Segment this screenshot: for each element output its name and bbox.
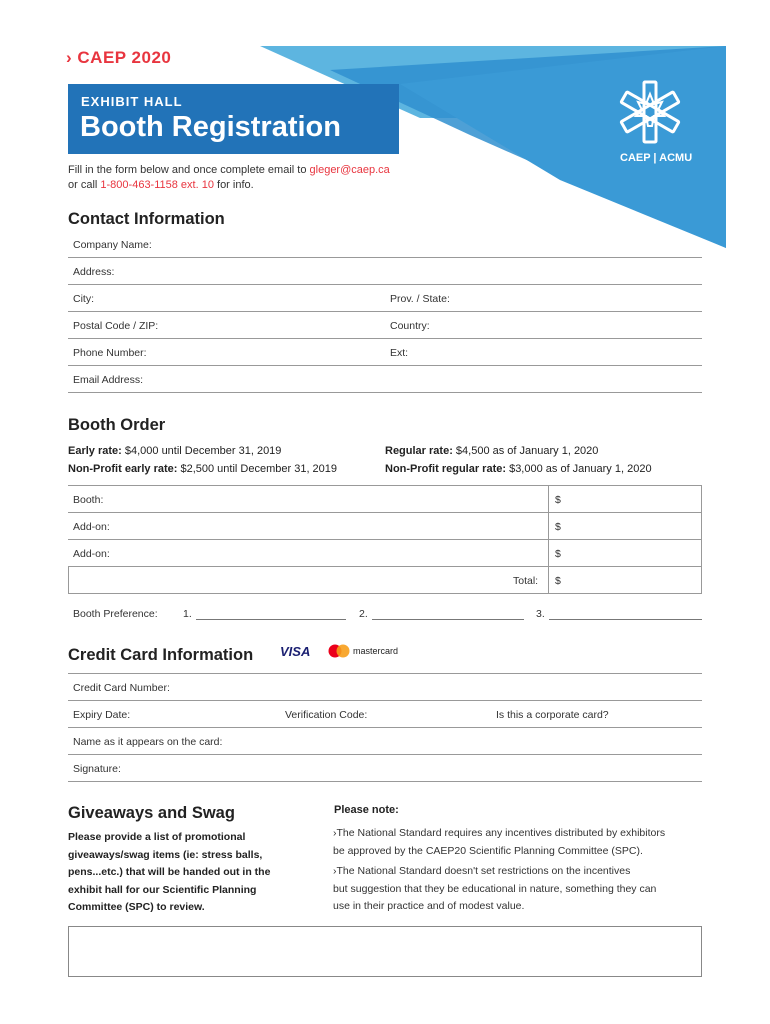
city-prov-row — [68, 285, 702, 312]
intro-line1: Fill in the form below and once complete email to — [68, 164, 310, 176]
address-label: Address: — [73, 266, 115, 278]
mastercard-label: mastercard — [353, 646, 399, 656]
giveaways-textarea[interactable] — [68, 926, 702, 977]
regular-rate — [385, 445, 598, 457]
note-2 — [333, 863, 656, 916]
ext-label: Ext: — [390, 347, 409, 359]
expiry-label: Expiry Date: — [73, 709, 131, 721]
early-rate-value: $4,000 until December 31, 2019 — [121, 445, 282, 457]
intro-line2-suffix: for info. — [213, 179, 254, 191]
giveaways-line: Please provide a list of promotional — [68, 831, 246, 843]
title-box — [68, 84, 399, 154]
amount-column-divider — [548, 486, 549, 594]
pref2-input[interactable] — [372, 619, 524, 620]
addon1-label: Add-on: — [73, 521, 110, 533]
phone-label: Phone Number: — [73, 347, 147, 359]
np-regular-rate-value: $3,000 as of January 1, 2020 — [506, 463, 652, 475]
cardholder-name-field[interactable] — [68, 728, 702, 755]
giveaways-line: giveaways/swag items (ie: stress balls, — [68, 848, 263, 861]
chevron-right-icon: › — [66, 48, 73, 67]
page-title: Booth Registration — [80, 111, 341, 143]
pref3-input[interactable] — [549, 619, 702, 620]
addon1-currency: $ — [555, 521, 561, 533]
regular-rate-value: $4,500 as of January 1, 2020 — [452, 445, 599, 457]
regular-rate-label: Regular rate: — [385, 445, 453, 457]
booth-preference-label: Booth Preference: — [73, 608, 158, 620]
np-regular-rate-label: Non-Profit regular rate: — [385, 463, 507, 475]
note2-line: The National Standard doesn't set restrictions on the incentives — [336, 865, 631, 877]
address-field[interactable] — [68, 258, 702, 285]
mastercard-logo-icon — [327, 644, 351, 658]
addon-row-2[interactable] — [68, 540, 702, 567]
card-number-label: Credit Card Number: — [73, 682, 170, 694]
note2-line: use in their practice and of modest value. — [333, 900, 525, 912]
phone-ext-row — [68, 339, 702, 366]
giveaways-line: Committee (SPC) to review. — [68, 901, 205, 913]
intro-text — [68, 163, 390, 193]
amount-column-right-border — [701, 486, 702, 594]
giveaways-line: pens...etc.) that will be handed out in the — [68, 866, 271, 878]
booth-currency: $ — [555, 494, 561, 506]
brand-label: CAEP 2020 — [77, 48, 172, 67]
email-field[interactable] — [68, 366, 702, 393]
signature-field[interactable] — [68, 755, 702, 782]
note1-line: be approved by the CAEP20 Scientific Planning Committee (SPC). — [333, 844, 643, 857]
email-link[interactable]: gleger@caep.ca — [309, 164, 390, 176]
contact-section-title: Contact Information — [68, 210, 225, 228]
note1-line: The National Standard requires any incentives distributed by exhibitors — [336, 827, 666, 839]
expiry-verification-row — [68, 701, 702, 728]
np-early-rate-value: $2,500 until December 31, 2019 — [177, 463, 338, 475]
total-row[interactable] — [68, 567, 702, 594]
booth-section-title: Booth Order — [68, 416, 166, 434]
visa-logo: VISA — [280, 644, 311, 659]
pref2-label: 2. — [359, 608, 368, 620]
note2-line: but suggestion that they be educational in nature, something they can — [333, 882, 657, 895]
total-label: Total: — [513, 575, 539, 587]
booth-row[interactable] — [68, 486, 702, 513]
credit-section-title: Credit Card Information — [68, 646, 254, 664]
booth-label: Booth: — [73, 494, 104, 506]
country-label: Country: — [390, 320, 430, 332]
np-early-rate — [68, 463, 337, 475]
giveaways-body — [68, 829, 270, 917]
company-name-field[interactable] — [68, 231, 702, 258]
addon2-currency: $ — [555, 548, 561, 560]
intro-line2: or call — [68, 179, 101, 191]
pref1-input[interactable] — [196, 619, 346, 620]
giveaways-section-title: Giveaways and Swag — [68, 804, 235, 822]
prov-label: Prov. / State: — [390, 293, 450, 305]
chevron-right-icon: › — [333, 865, 337, 877]
total-left-border — [68, 567, 69, 594]
phone-link[interactable]: 1-800-463-1158 ext. 10 — [100, 179, 214, 191]
city-label: City: — [73, 293, 94, 305]
postal-country-row — [68, 312, 702, 339]
page-subtitle: EXHIBIT HALL — [81, 94, 183, 109]
logo-text: CAEP | ACMU — [620, 152, 693, 164]
brand-caep-2020 — [66, 48, 171, 68]
note-1 — [333, 825, 665, 860]
note-title: Please note: — [334, 804, 399, 816]
postal-label: Postal Code / ZIP: — [73, 320, 159, 332]
card-number-field[interactable] — [68, 674, 702, 701]
addon-row-1[interactable] — [68, 513, 702, 540]
np-early-rate-label: Non-Profit early rate: — [68, 463, 178, 475]
company-name-label: Company Name: — [73, 239, 152, 251]
early-rate-label: Early rate: — [68, 445, 122, 457]
pref1-label: 1. — [183, 608, 192, 620]
verification-label: Verification Code: — [285, 709, 368, 721]
addon2-label: Add-on: — [73, 548, 110, 560]
chevron-right-icon: › — [333, 827, 337, 839]
pref3-label: 3. — [536, 608, 545, 620]
early-rate — [68, 445, 281, 457]
corporate-card-label: Is this a corporate card? — [496, 709, 609, 721]
giveaways-line: exhibit hall for our Scientific Planning — [68, 883, 257, 896]
total-currency: $ — [555, 575, 561, 587]
email-label: Email Address: — [73, 374, 144, 386]
signature-label: Signature: — [73, 763, 121, 775]
np-regular-rate — [385, 463, 652, 475]
cardholder-name-label: Name as it appears on the card: — [73, 736, 223, 748]
